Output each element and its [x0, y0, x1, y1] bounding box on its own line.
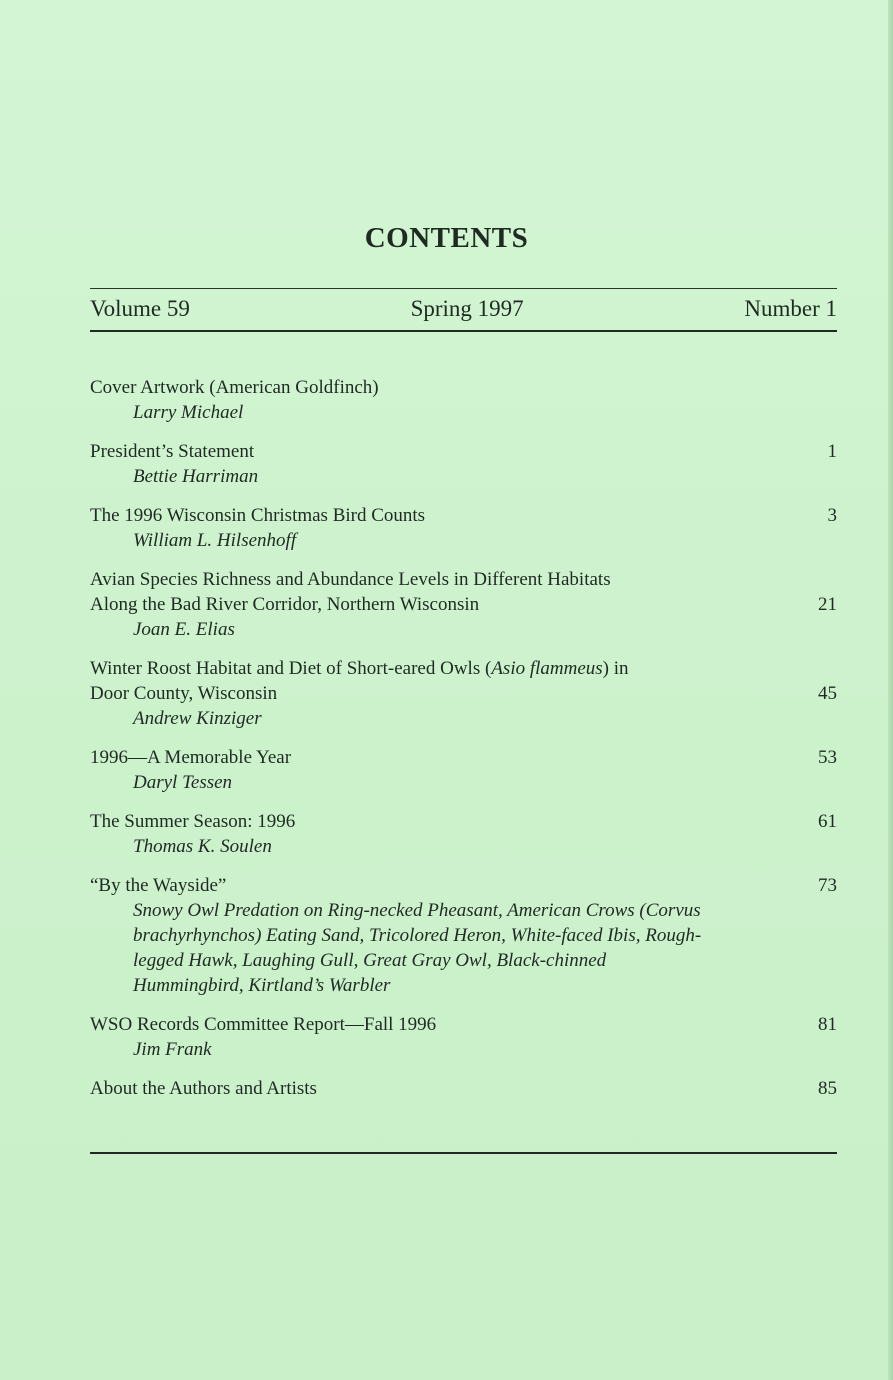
table-of-contents	[90, 375, 837, 1101]
entry-title-line1	[90, 656, 770, 681]
toc-entry	[90, 1012, 837, 1062]
footer-rule	[90, 1152, 837, 1154]
entry-subtitle-line: brachyrhynchos) Eating Sand, Tricolored Heron, White-faced Ibis, Rough-	[133, 925, 702, 946]
header-rule-top	[90, 288, 837, 289]
entry-title: President’s Statement	[90, 441, 255, 462]
entry-title-line2: Along the Bad River Corridor, Northern Wisconsin	[90, 594, 480, 615]
entry-page: 73	[818, 875, 837, 896]
entry-title-line1: Avian Species Richness and Abundance Levels in Different Habitats	[90, 569, 611, 590]
entry-page: 3	[827, 505, 837, 526]
page-edge	[888, 0, 893, 1380]
entry-title: The 1996 Wisconsin Christmas Bird Counts	[90, 505, 426, 526]
entry-title: “By the Wayside”	[90, 875, 227, 896]
entry-page: 81	[818, 1014, 837, 1035]
entry-page: 45	[818, 683, 837, 704]
entry-title: Cover Artwork (American Goldfinch)	[90, 377, 379, 398]
toc-entry	[90, 375, 837, 425]
number-label: Number 1	[744, 296, 837, 321]
toc-entry	[90, 439, 837, 489]
entry-author: Andrew Kinziger	[133, 708, 262, 729]
volume-label: Volume 59	[90, 296, 190, 321]
entry-title: About the Authors and Artists	[90, 1078, 317, 1099]
entry-page: 21	[818, 594, 837, 615]
entry-subtitle-line: legged Hawk, Laughing Gull, Great Gray Owl, Black-chinned	[133, 950, 607, 971]
toc-entry	[90, 567, 837, 642]
entry-title: 1996—A Memorable Year	[90, 747, 292, 768]
entry-author: Joan E. Elias	[133, 619, 235, 640]
entry-page: 1	[827, 441, 837, 462]
entry-title: WSO Records Committee Report—Fall 1996	[90, 1014, 437, 1035]
toc-entry	[90, 656, 837, 731]
entry-title-pre: Winter Roost Habitat and Diet of Short-eared Owls (	[90, 658, 492, 679]
page-title: CONTENTS	[364, 222, 529, 254]
entry-subtitle-line: Snowy Owl Predation on Ring-necked Pheasant, American Crows (Corvus	[133, 900, 701, 921]
entry-page: 61	[818, 811, 837, 832]
entry-title-post: ) in	[602, 658, 629, 679]
header-rule-bottom	[90, 330, 837, 332]
entry-title-line2: Door County, Wisconsin	[90, 683, 278, 704]
toc-entry	[90, 873, 837, 998]
entry-author: Daryl Tessen	[133, 772, 233, 793]
entry-author: William L. Hilsenhoff	[133, 530, 297, 551]
toc-entry	[90, 1076, 837, 1101]
entry-author: Bettie Harriman	[133, 466, 259, 487]
toc-entry	[90, 809, 837, 859]
entry-author: Jim Frank	[133, 1039, 212, 1060]
entry-author: Thomas K. Soulen	[133, 836, 272, 857]
entry-subtitle-line: Hummingbird, Kirtland’s Warbler	[133, 975, 391, 996]
season-label: Spring 1997	[410, 296, 524, 321]
issue-line	[90, 296, 837, 322]
entry-author: Larry Michael	[133, 402, 244, 423]
toc-entry	[90, 745, 837, 795]
entry-page: 85	[818, 1078, 837, 1099]
entry-page: 53	[818, 747, 837, 768]
toc-entry	[90, 503, 837, 553]
species-name: Asio flammeus	[491, 658, 603, 679]
entry-title: The Summer Season: 1996	[90, 811, 296, 832]
